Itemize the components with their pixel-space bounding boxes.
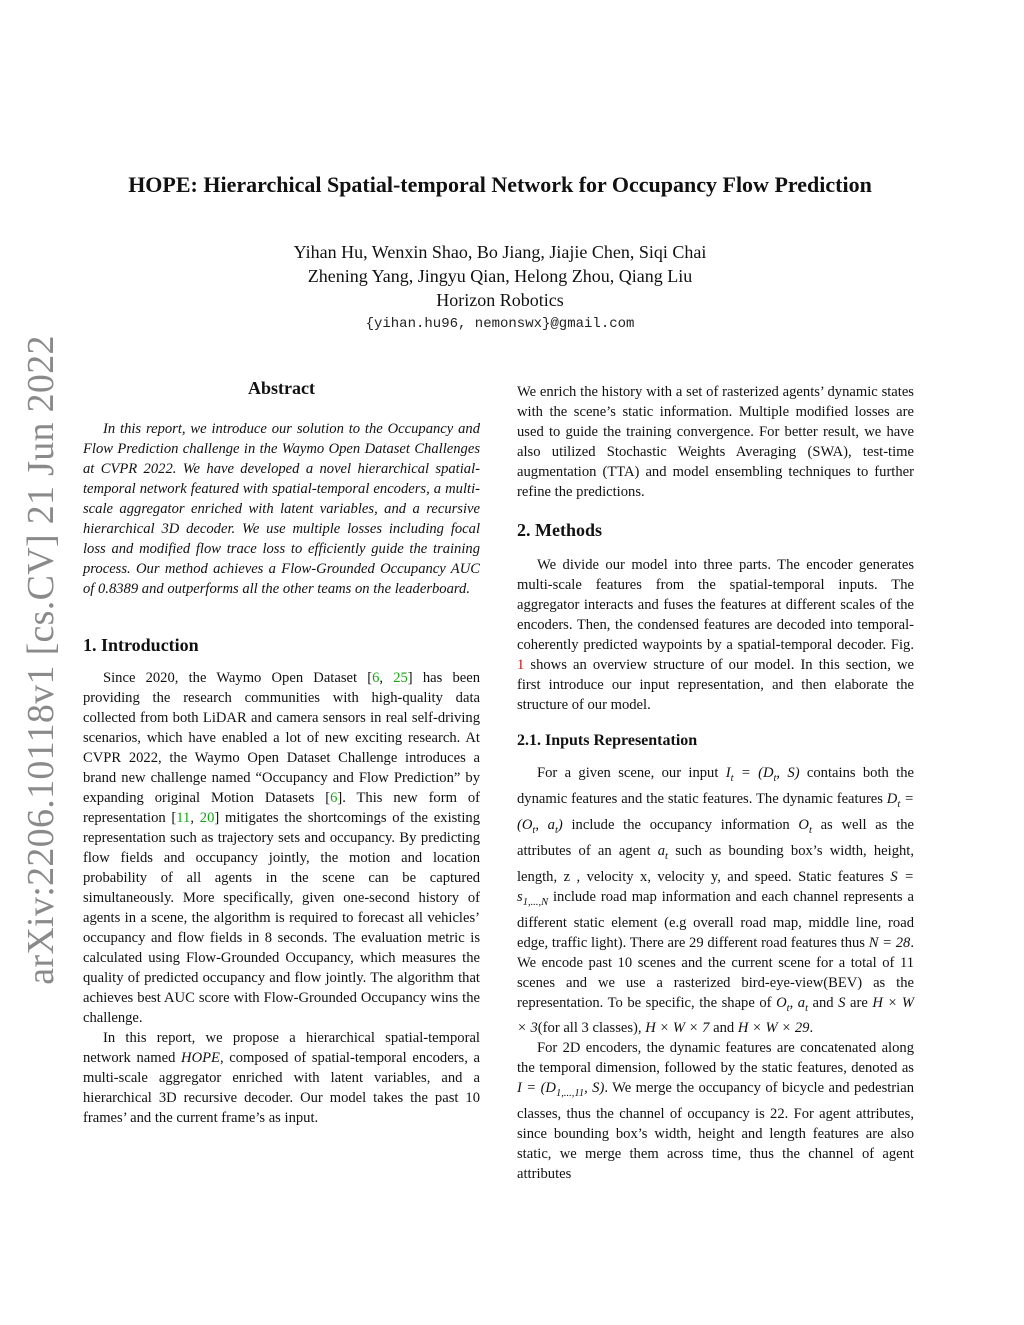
inline-math: $a_t$ [797,994,808,1014]
inline-math: N = 28 [868,934,911,951]
affiliation: Horizon Robotics [436,290,564,310]
inline-math: $a_t$ [657,842,668,862]
figure-link[interactable]: 1 [517,657,525,673]
introduction-heading: 1. Introduction [83,635,199,655]
citation-link[interactable]: 25 [393,670,408,686]
citation-link[interactable]: 11 [176,810,191,826]
paper-title: HOPE: Hierarchical Spatial-temporal Network for Occupancy Flow Prediction [128,172,872,197]
inline-math: $O_t$ [798,816,812,836]
authors-line-1: Yihan Hu, Wenxin Shao, Bo Jiang, Jiajie Chen, Siqi Chai [293,242,707,262]
inline-math: H × W × 29 [737,1020,810,1037]
inline-math: $I = (D_{1,...,11}$, S) [517,1080,605,1100]
introduction-paragraph-2: In this report, we propose a hierarchical spatial-temporal network named HOPE, composed of spatial-temporal encoders, a multi-scale aggregator enriched with latent variables, and a hierarchical 3D recursive decoder. Our model takes the past 10 frames’ and the current frame’s as input. [83,1030,480,1126]
right-column [517,382,914,1184]
inputs-paragraph-1: For a given scene, our input $I_t = (D_t$, S) contains both the dynamic features and the static features. The dynamic features $D_t = (O_t$, $a_t$) include the occupancy information $O_t$ as well as the attributes of an agent $a_t$ such as bounding box’s width, height, length, z , velocity x, velocity y, and speed. Static features $S = s_{1,...,N}$ include road map information and each channel represents a different static element (e.g overall road map, middle line, road edge, traffic light). There are 29 different road features thus N = 28. We encode past 10 scenes and the current scene for a total of 11 scenes and we use a rasterized bird-eye-view(BEV) as the representation. To be specific, the shape of $O_t$, $a_t$ and S are H × W × 3(for all 3 classes), H × W × 7 and H × W × 29. [517,765,915,1037]
methods-paragraph-1: We divide our model into three parts. The encoder generates multi-scale features from the spatial-temporal inputs. The aggregator interacts and fuses the features at different scales of the encoders. Then, the condensed features are decoded into temporal-coherently predicted waypoints by a spatial-temporal decoder. Fig. 1 shows an overview structure of our model. In this section, we first introduce our input representation, and then elaborate the structure of our model. [517,557,914,713]
citation-link[interactable]: 6 [372,670,380,686]
introduction-paragraph-1: Since 2020, the Waymo Open Dataset [6, 25] has been providing the research communities with high-quality data collected from both LiDAR and camera sensors in real self-driving scenarios, which have enabled a lot of new exciting research. At CVPR 2022, the Waymo Open Dataset Challenge introduces a brand new challenge named “Occupancy and Flow Prediction” by expanding original Motion Datasets [6]. This new form of representation [11, 20] mitigates the shortcomings of the existing representation such as trajectory sets and occupancy. By predicting flow fields and occupancy jointly, the motion and location probability of all agents in the scene can be captured simultaneously. More specifically, given one-second history of agents in a scene, the algorithm is required to forecast all vehicles’ occupancy and flow fields in 8 seconds. The evaluation metric is calculated using Flow-Grounded Occupancy, which measures the quality of predicted occupancy and flow jointly. The algorithm that achieves best AUC score with Flow-Grounded Occupancy wins the challenge. [83,670,481,1026]
authors-line-2: Zhening Yang, Jingyu Qian, Helong Zhou, Qiang Liu [307,266,693,286]
abstract-heading: Abstract [248,378,315,398]
author-block [0,240,1000,312]
inline-math: $S = s_{1,...,N}$ [517,868,914,908]
citation-link[interactable]: 20 [199,810,215,826]
inputs-paragraph-2: For 2D encoders, the dynamic features are concatenated along the temporal dimension, followed by the static features, denoted as $I = (D_{1,...,11}$, S). We merge the occupancy of bicycle and pedestrian classes, thus the channel of occupancy is 22. For agent attributes, since bounding box’s width, height and length features are also static, we merge them across time, thus the channel of agent attributes [517,1040,914,1183]
model-name: HOPE [181,1050,220,1066]
inline-math: $D_t = (O_t$, $a_t$) [517,790,914,836]
inline-math: $I_t = (D_t$, S) [725,765,800,784]
inline-math: H × W × 3 [517,994,915,1037]
methods-heading: 2. Methods [517,520,602,540]
citation-link[interactable]: 6 [330,790,338,806]
left-column [83,378,480,1128]
inputs-representation-heading: 2.1. Inputs Representation [517,732,698,749]
abstract-text: In this report, we introduce our solution to the Occupancy and Flow Prediction challenge in the Waymo Open Dataset Challenges at CVPR 2022. We have developed a novel hierarchical spatial-temporal network featured with spatial-temporal encoders, a multi-scale aggregator enriched with latent variables, and a recursive hierarchical 3D decoder. We use multiple losses including focal loss and modified flow trace loss to efficiently guide the training process. Our method achieves a Flow-Grounded Occupancy AUC of 0.8389 and outperforms all the other teams on the leaderboard. [83,421,480,597]
inline-math: H × W × 7 [645,1020,710,1037]
author-email: {yihan.hu96, nemonswx}@gmail.com [365,316,635,332]
inline-math: $O_t$ [776,994,790,1014]
arxiv-identifier-text: arXiv:2206.10118v1 [cs.CV] 21 Jun 2022 [20,335,62,985]
inline-math: S [838,994,846,1011]
introduction-continuation: We enrich the history with a set of rasterized agents’ dynamic states with the scene’s static information. Multiple modified losses are used to guide the training convergence. For better result, we have also utilized Stochastic Weights Averaging (SWA), test-time augmentation (TTA) and model ensembling techniques to further refine the predictions. [517,384,914,500]
arxiv-identifier [6,335,76,985]
